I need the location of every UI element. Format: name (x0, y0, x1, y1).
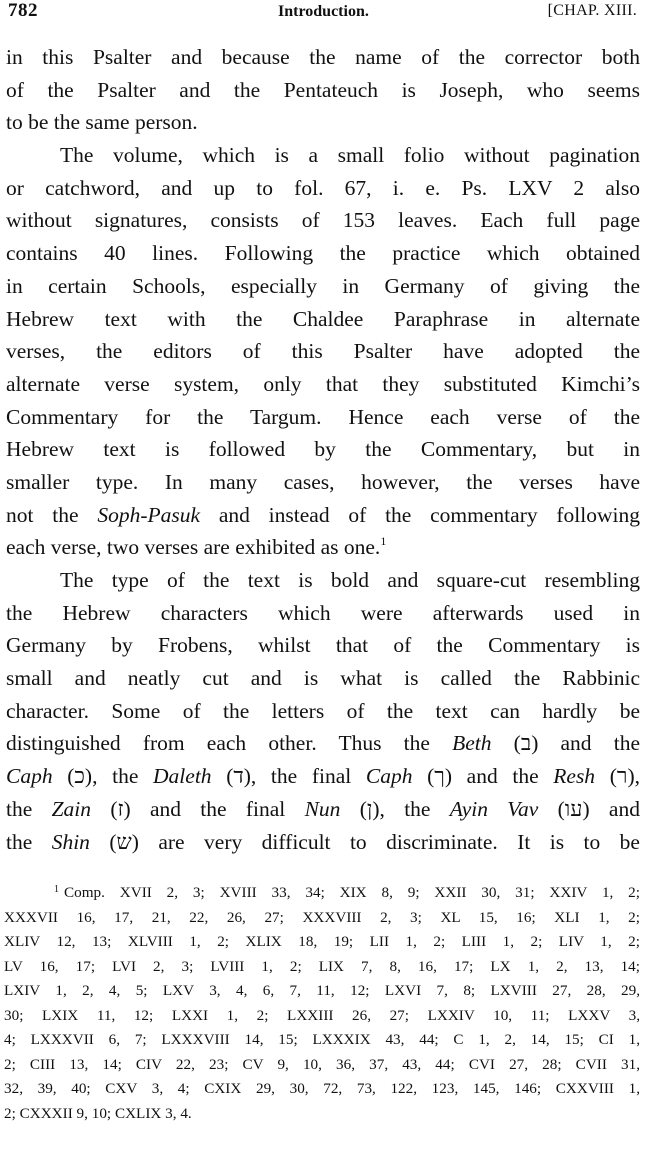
running-title: Introduction. (278, 3, 369, 20)
italic-term: Caph (6, 764, 53, 789)
footnote-line: XLIV 12, 13; XLVIII 1, 2; XLIX 18, 19; LII 1, 2; LIII 1, 2; LIV 1, 2; (4, 933, 640, 950)
body-line: alternate verse system, only that they substituted Kimchi’s (6, 371, 640, 396)
body-line: Germany by Frobens, whilst that of the Commentary is (6, 633, 640, 658)
footnote-line: $^1$ Comp. XVII 2, 3; XVIII 33, 34; XIX 8, 9; XXII 30, 31; XXIV 1, 2; (54, 884, 640, 901)
body-line: without signatures, consists of 153 leaves. Each full page (6, 208, 640, 233)
body-line: verses, the editors of this Psalter have adopted the (6, 339, 640, 364)
italic-term: Caph (365, 764, 413, 789)
footnote-line: LXIV 1, 2, 4, 5; LXV 3, 4, 6, 7, 11, 12; LXVI 7, 8; LXVIII 27, 28, 29, (4, 982, 640, 999)
italic-term: Ayin Vav (449, 796, 539, 821)
italic-term: Beth (452, 731, 492, 756)
body-line: The volume, which is a small folio without pagination (60, 143, 640, 168)
page-number: 782 (8, 0, 38, 21)
body-line: the Hebrew characters which were afterwards used in (6, 600, 640, 625)
body-line: not the Soph-Pasuk and instead of the commentary following (6, 502, 640, 527)
body-line: contains 40 lines. Following the practice which obtained (6, 241, 640, 266)
footnote-line: 2; CIII 13, 14; CIV 22, 23; CV 9, 10, 36, 37, 43, 44; CVI 27, 28; CVII 31, (4, 1055, 640, 1073)
body-line: Hebrew text is followed by the Commentary, but in (6, 437, 640, 462)
body-line: distinguished from each other. Thus the Beth (ב) and the (6, 731, 640, 756)
footnote-line: 32, 39, 40; CXV 3, 4; CXIX 29, 30, 72, 73, 122, 123, 145, 146; CXXVIII 1, (4, 1080, 640, 1097)
italic-term: Soph-Pasuk (97, 502, 201, 527)
footnote-reference: 1 (380, 534, 387, 549)
footnote-line: 4; LXXXVII 6, 7; LXXXVIII 14, 15; LXXXIX 43, 44; C 1, 2, 14, 15; CI 1, (4, 1031, 640, 1048)
body-line: the Shin (ש) are very difficult to discriminate. It is to be (6, 829, 640, 854)
footnote-line: LV 16, 17; LVI 2, 3; LVIII 1, 2; LIX 7, 8, 16, 17; LX 1, 2, 13, 14; (4, 957, 640, 975)
body-line: to be the same person. (6, 110, 198, 135)
body-line: or catchword, and up to fol. 67, i. e. Ps. LXV 2 also (6, 175, 640, 200)
body-line: small and neatly cut and is what is called the Rabbinic (6, 666, 640, 691)
body-line: character. Some of the letters of the text can hardly be (6, 698, 640, 723)
chapter-reference: [CHAP. XIII. (547, 2, 637, 19)
body-line: smaller type. In many cases, however, the verses have (6, 469, 640, 494)
footnote-line: XXXVII 16, 17, 21, 22, 26, 27; XXXVIII 2, 3; XL 15, 16; XLI 1, 2; (4, 908, 640, 926)
body-line: each verse, two verses are exhibited as one.$^1$ (6, 534, 387, 560)
body-line: Hebrew text with the Chaldee Paraphrase in alternate (6, 306, 640, 331)
body-line: The type of the text is bold and square-cut resembling (60, 568, 640, 592)
italic-term: Zain (51, 796, 92, 821)
body-line: in certain Schools, especially in Germany of giving the (6, 273, 640, 298)
italic-term: Nun (304, 796, 341, 821)
running-head (8, 0, 637, 28)
body-text (6, 41, 640, 858)
body-line: the Zain (ז) and the final Nun (ן), the Ayin Vav (עו) and (6, 796, 640, 821)
body-line: of the Psalter and the Pentateuch is Joseph, who seems (6, 77, 640, 102)
body-line: Caph (כ), the Daleth (ד), the final Caph (ך) and the Resh (ר), (6, 764, 640, 789)
footnote (4, 881, 640, 1126)
body-line: in this Psalter and because the name of the corrector both (6, 45, 640, 69)
footnote-line: 30; LXIX 11, 12; LXXI 1, 2; LXXIII 26, 27; LXXIV 10, 11; LXXV 3, (4, 1006, 640, 1024)
italic-term: Resh (553, 764, 596, 789)
italic-term: Daleth (153, 764, 212, 789)
footnote-line: 2; CXXXII 9, 10; CXLIX 3, 4. (4, 1104, 192, 1122)
footnote-marker: 1 (54, 884, 59, 895)
italic-term: Shin (51, 829, 90, 854)
body-line: Commentary for the Targum. Hence each verse of the (6, 404, 640, 429)
